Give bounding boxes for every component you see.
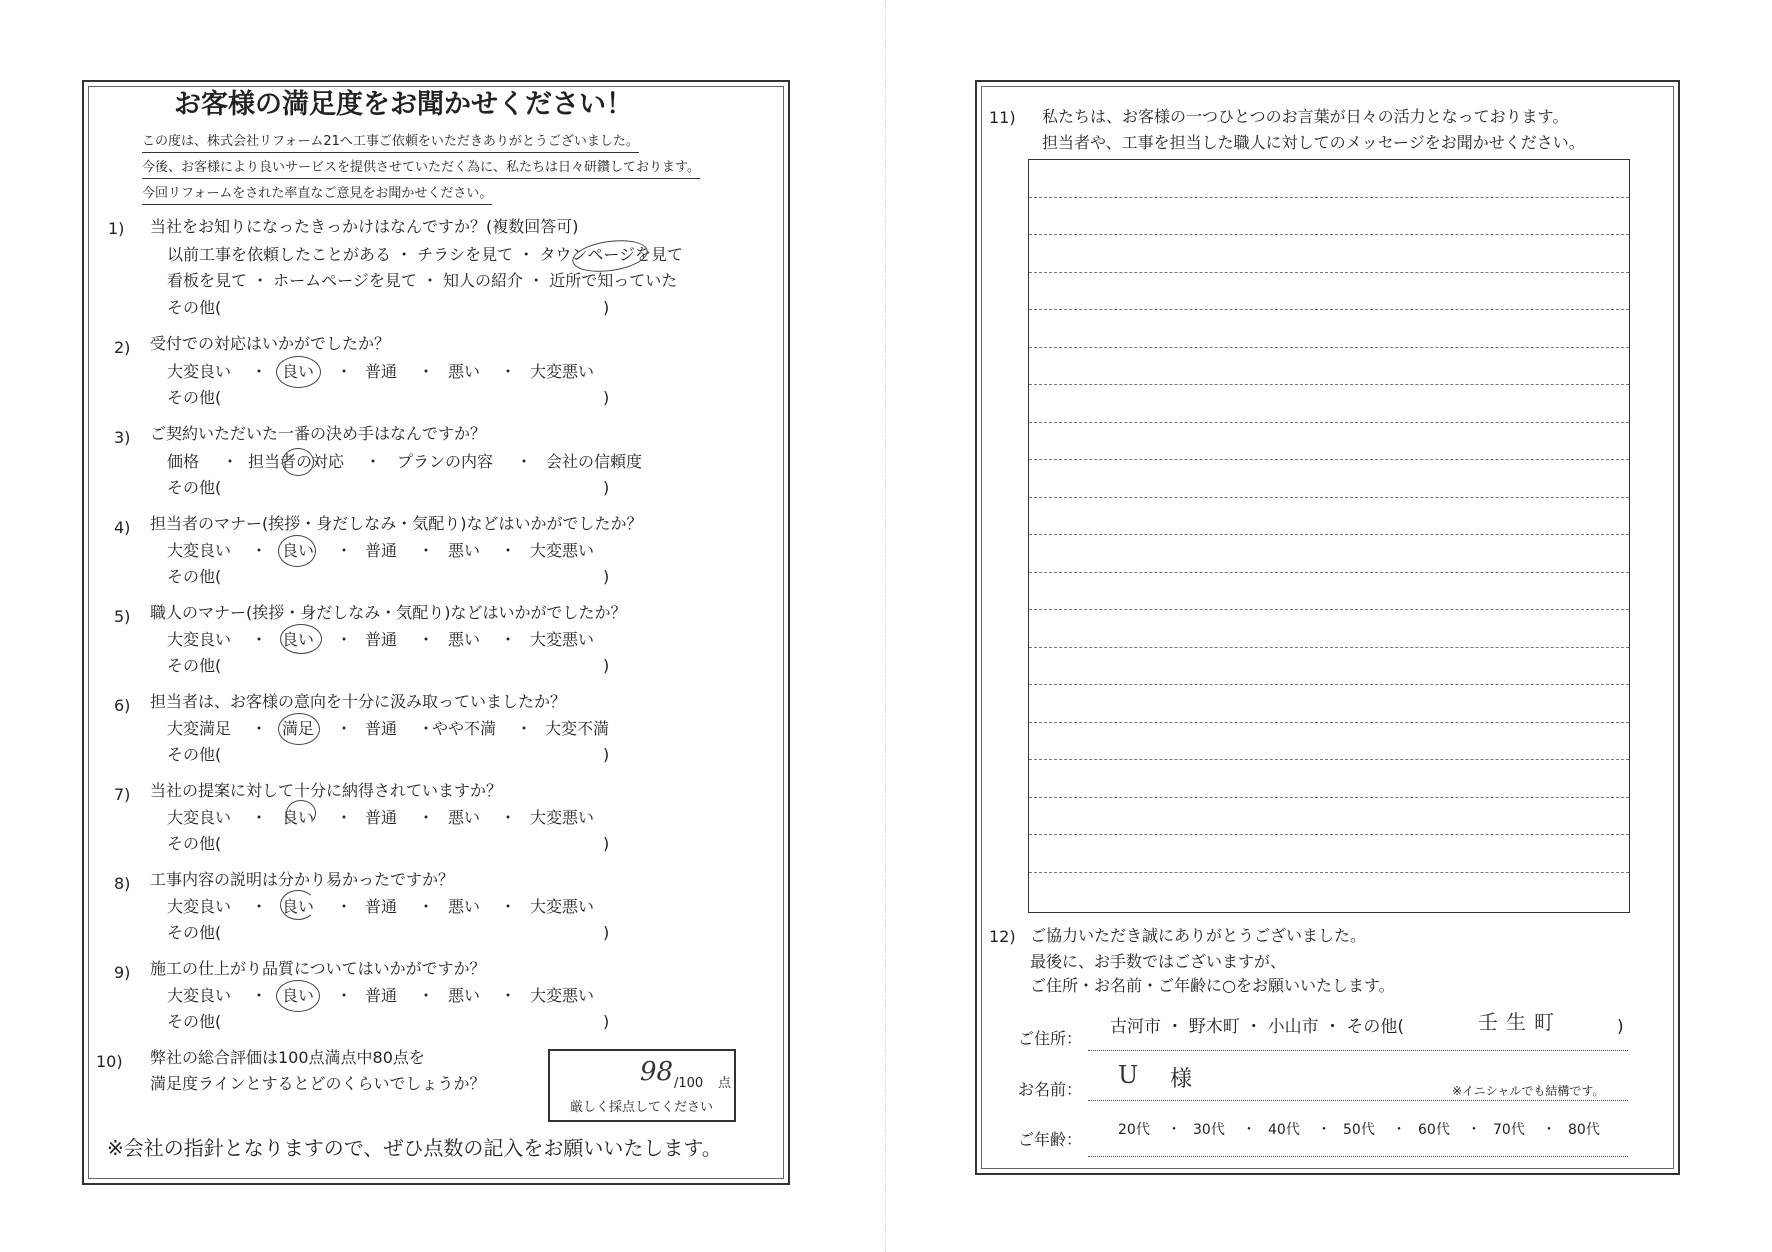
- q8-opt-4: 悪い: [448, 897, 481, 916]
- q4-text: 担当者のマナー(挨拶・身だしなみ・気配り)などはいかがでしたか？: [150, 514, 643, 533]
- q8-other-label: その他(: [167, 923, 222, 942]
- q6-opt-4: やや不満: [432, 719, 497, 738]
- q10-score-note: 厳しく採点してください: [570, 1100, 714, 1115]
- q5-sep-3: ・: [418, 630, 435, 649]
- q9-sep-2: ・: [336, 986, 353, 1005]
- name-label: お名前：: [1018, 1080, 1083, 1099]
- q9-selected-circle: [276, 980, 320, 1012]
- ruled-line: [1029, 497, 1629, 498]
- ruled-line: [1029, 459, 1629, 460]
- q2-sep-2: ・: [336, 362, 353, 381]
- q5-other-close: ): [603, 656, 610, 675]
- ruled-line: [1029, 684, 1629, 685]
- q6-other-label: その他(: [167, 745, 222, 764]
- ruled-line: [1029, 572, 1629, 573]
- q8-opt-1: 大変良い: [167, 897, 232, 916]
- address-close: ): [1617, 1017, 1624, 1037]
- q7-opt-2: 良い: [282, 808, 315, 827]
- address-field[interactable]: [1088, 1050, 1628, 1051]
- q9-opt-4: 悪い: [448, 986, 481, 1005]
- q12-line3: ご住所・お名前・ご年齢に○をお願いいたします。: [1030, 976, 1395, 995]
- age-opt-70[interactable]: 70代: [1493, 1122, 1525, 1138]
- q4-sep-1: ・: [251, 541, 268, 560]
- q3-text: ご契約いただいた一番の決め手はなんですか？: [150, 424, 487, 443]
- q6-opt-5: 大変不満: [545, 719, 610, 738]
- survey-footer-note: ※会社の指針となりますので、ぜひ点数の記入をお願いいたします。: [107, 1136, 722, 1160]
- q8-opt-3: 普通: [365, 897, 398, 916]
- q11-line1: 私たちは、お客様の一つひとつのお言葉が日々の活力となっております。: [1042, 107, 1569, 126]
- q6-sep-4: ・: [516, 719, 533, 738]
- ruled-line: [1029, 272, 1629, 273]
- address-label: ご住所：: [1018, 1029, 1083, 1048]
- q8-other-close: ): [603, 923, 610, 942]
- ruled-line: [1029, 797, 1629, 798]
- q5-opt-2: 良い: [282, 630, 315, 649]
- q5-selected-circle: [280, 624, 322, 654]
- q6-opt-3: 普通: [365, 719, 398, 738]
- q2-opt-5: 大変悪い: [530, 362, 595, 381]
- ruled-line: [1029, 197, 1629, 198]
- q7-sep-2: ・: [336, 808, 353, 827]
- q7-opt-4: 悪い: [448, 808, 481, 827]
- ruled-line: [1029, 647, 1629, 648]
- q3-sep-1: ・: [222, 452, 239, 471]
- q3-opt-2: 担当者の対応: [248, 452, 345, 471]
- q12-number: 12): [989, 927, 1016, 946]
- q11-line2: 担当者や、工事を担当した職人に対してのメッセージをお聞かせください。: [1042, 133, 1585, 152]
- q6-sep-2: ・: [336, 719, 353, 738]
- q10-line2: 満足度ラインとするとどのくらいでしょうか？: [150, 1074, 486, 1093]
- q7-opt-5: 大変悪い: [530, 808, 595, 827]
- q1-options-line2: 看板を見て ・ ホームページを見て ・ 知人の紹介 ・ 近所で知っていた: [167, 271, 678, 290]
- q7-text: 当社の提案に対して十分に納得されていますか？: [150, 781, 503, 800]
- ruled-line: [1029, 422, 1629, 423]
- q1-options-line1: 以前工事を依頼したことがある ・ チラシを見て ・ タウンページを見て: [167, 245, 684, 264]
- q5-sep-4: ・: [500, 630, 517, 649]
- q1-other-label: その他(: [167, 298, 222, 317]
- q6-sep-1: ・: [251, 719, 268, 738]
- q5-opt-5: 大変悪い: [530, 630, 595, 649]
- q4-opt-4: 悪い: [448, 541, 481, 560]
- message-lined-box[interactable]: [1028, 159, 1630, 913]
- q7-opt-1: 大変良い: [167, 808, 232, 827]
- q4-opt-3: 普通: [365, 541, 398, 560]
- q5-text: 職人のマナー(挨拶・身だしなみ・気配り)などはいかがでしたか？: [150, 603, 627, 622]
- q2-sep-3: ・: [418, 362, 435, 381]
- q4-other-close: ): [603, 567, 610, 586]
- ruled-line: [1029, 609, 1629, 610]
- q12-line1: ご協力いただき誠にありがとうございました。: [1030, 926, 1367, 945]
- q9-text: 施工の仕上がり品質についてはいかがですか？: [150, 959, 486, 978]
- q7-selected-circle: [286, 800, 316, 826]
- survey-title: お客様の満足度をお聞かせください！: [174, 89, 633, 120]
- q9-opt-3: 普通: [365, 986, 398, 1005]
- q3-sep-3: ・: [516, 452, 533, 471]
- q11-number: 11): [989, 108, 1016, 127]
- q6-selected-circle: [278, 713, 320, 745]
- q6-other-close: ): [603, 745, 610, 764]
- ruled-line: [1029, 759, 1629, 760]
- age-opt-50[interactable]: 50代: [1343, 1122, 1375, 1138]
- q10-line1: 弊社の総合評価は100点満点中80点を: [150, 1048, 425, 1067]
- ruled-line: [1029, 309, 1629, 310]
- q3-opt-4: 会社の信頼度: [546, 452, 643, 471]
- q9-opt-1: 大変良い: [167, 986, 232, 1005]
- q8-sep-4: ・: [500, 897, 517, 916]
- age-sep-1: ・: [1167, 1122, 1181, 1138]
- q9-number: 9): [114, 963, 131, 982]
- q2-other-label: その他(: [167, 388, 222, 407]
- address-options: 古河市 ・ 野木町 ・ 小山市 ・ その他(: [1110, 1017, 1405, 1037]
- q7-opt-3: 普通: [365, 808, 398, 827]
- name-handwritten: U: [1118, 1061, 1139, 1089]
- ruled-line: [1029, 347, 1629, 348]
- q1-number: 1): [108, 219, 125, 238]
- q8-selected-circle: [280, 890, 316, 920]
- q2-other-close: ): [603, 388, 610, 407]
- q2-opt-3: 普通: [365, 362, 398, 381]
- q4-opt-1: 大変良い: [167, 541, 232, 560]
- q5-opt-4: 悪い: [448, 630, 481, 649]
- q8-number: 8): [114, 874, 131, 893]
- name-suffix: 様: [1170, 1067, 1193, 1092]
- age-sep-3: ・: [1317, 1122, 1331, 1138]
- q7-number: 7): [114, 785, 131, 804]
- age-sep-4: ・: [1392, 1122, 1406, 1138]
- q5-opt-3: 普通: [365, 630, 398, 649]
- q4-opt-5: 大変悪い: [530, 541, 595, 560]
- q7-other-close: ): [603, 834, 610, 853]
- ruled-line: [1029, 534, 1629, 535]
- q9-sep-3: ・: [418, 986, 435, 1005]
- q2-number: 2): [114, 338, 131, 357]
- q5-sep-2: ・: [336, 630, 353, 649]
- q3-opt-3: プランの内容: [397, 452, 494, 471]
- q5-number: 5): [114, 607, 131, 626]
- q7-sep-4: ・: [500, 808, 517, 827]
- q6-sep-3: ・: [418, 719, 435, 738]
- q5-other-label: その他(: [167, 656, 222, 675]
- age-label: ご年齢：: [1018, 1130, 1083, 1149]
- age-opt-20[interactable]: 20代: [1118, 1122, 1150, 1138]
- q3-other-close: ): [603, 478, 610, 497]
- name-note: ※イニシャルでも結構です。: [1452, 1084, 1605, 1098]
- q9-opt-2: 良い: [282, 986, 315, 1005]
- q9-opt-5: 大変悪い: [530, 986, 595, 1005]
- q2-opt-1: 大変良い: [167, 362, 232, 381]
- intro-line-3: 今回リフォームをされた率直なご意見をお聞かせください。: [142, 184, 492, 205]
- q7-sep-1: ・: [251, 808, 268, 827]
- q3-opt-1: 価格: [167, 452, 200, 471]
- q5-sep-1: ・: [251, 630, 268, 649]
- q10-score-max: /100: [674, 1076, 704, 1091]
- q5-opt-1: 大変良い: [167, 630, 232, 649]
- age-opt-60[interactable]: 60代: [1418, 1122, 1450, 1138]
- ruled-line: [1029, 834, 1629, 835]
- q8-sep-3: ・: [418, 897, 435, 916]
- q8-sep-1: ・: [251, 897, 268, 916]
- name-field[interactable]: [1088, 1100, 1628, 1101]
- q4-opt-2: 良い: [282, 541, 315, 560]
- q4-number: 4): [114, 518, 131, 537]
- q10-score-handwritten: 98: [640, 1057, 674, 1087]
- q4-sep-3: ・: [418, 541, 435, 560]
- q9-other-close: ): [603, 1012, 610, 1031]
- q8-text: 工事内容の説明は分かり易かったですか？: [150, 870, 455, 889]
- q4-sep-2: ・: [336, 541, 353, 560]
- q1-text: 当社をお知りになったきっかけはなんですか？(複数回答可): [150, 217, 579, 236]
- q1-other-close: ): [603, 298, 610, 317]
- age-sep-2: ・: [1242, 1122, 1256, 1138]
- ruled-line: [1029, 384, 1629, 385]
- q6-opt-1: 大変満足: [167, 719, 232, 738]
- q7-other-label: その他(: [167, 834, 222, 853]
- q3-other-label: その他(: [167, 478, 222, 497]
- q8-sep-2: ・: [336, 897, 353, 916]
- q8-opt-2: 良い: [282, 897, 315, 916]
- q8-opt-5: 大変悪い: [530, 897, 595, 916]
- age-opt-40[interactable]: 40代: [1268, 1122, 1300, 1138]
- ruled-line: [1029, 872, 1629, 873]
- address-handwritten: 壬生町: [1478, 1010, 1562, 1034]
- ruled-line: [1029, 722, 1629, 723]
- q9-sep-4: ・: [500, 986, 517, 1005]
- q6-opt-2: 満足: [282, 719, 315, 738]
- q2-text: 受付での対応はいかがでしたか？: [150, 334, 391, 353]
- q4-other-label: その他(: [167, 567, 222, 586]
- q4-sep-4: ・: [500, 541, 517, 560]
- q2-selected-circle: [276, 356, 321, 388]
- q2-sep-4: ・: [500, 362, 517, 381]
- intro-line-2: 今後、お客様により良いサービスを提供させていただく為に、私たちは日々研鑽しております。: [142, 158, 700, 179]
- q10-number: 10): [96, 1052, 123, 1071]
- age-sep-5: ・: [1467, 1122, 1481, 1138]
- age-opt-80[interactable]: 80代: [1568, 1122, 1600, 1138]
- intro-line-1: この度は、株式会社リフォーム21へ工事ご依頼をいただきありがとうございました。: [142, 132, 639, 153]
- q10-score-unit: 点: [718, 1076, 732, 1091]
- q7-sep-3: ・: [418, 808, 435, 827]
- q9-other-label: その他(: [167, 1012, 222, 1031]
- page-fold: [885, 0, 886, 1252]
- q6-number: 6): [114, 696, 131, 715]
- ruled-line: [1029, 234, 1629, 235]
- q4-selected-circle: [278, 535, 316, 567]
- q9-sep-1: ・: [251, 986, 268, 1005]
- q6-text: 担当者は、お客様の意向を十分に汲み取っていましたか？: [150, 692, 567, 711]
- q2-opt-4: 悪い: [448, 362, 481, 381]
- q2-opt-2: 良い: [282, 362, 315, 381]
- age-opt-30[interactable]: 30代: [1193, 1122, 1225, 1138]
- age-sep-6: ・: [1542, 1122, 1556, 1138]
- q12-line2: 最後に、お手数ではございますが、: [1030, 952, 1287, 971]
- q3-sep-2: ・: [365, 452, 382, 471]
- q2-sep-1: ・: [251, 362, 268, 381]
- q3-selected-circle: [282, 448, 314, 476]
- q3-number: 3): [114, 428, 131, 447]
- age-field[interactable]: [1088, 1156, 1628, 1157]
